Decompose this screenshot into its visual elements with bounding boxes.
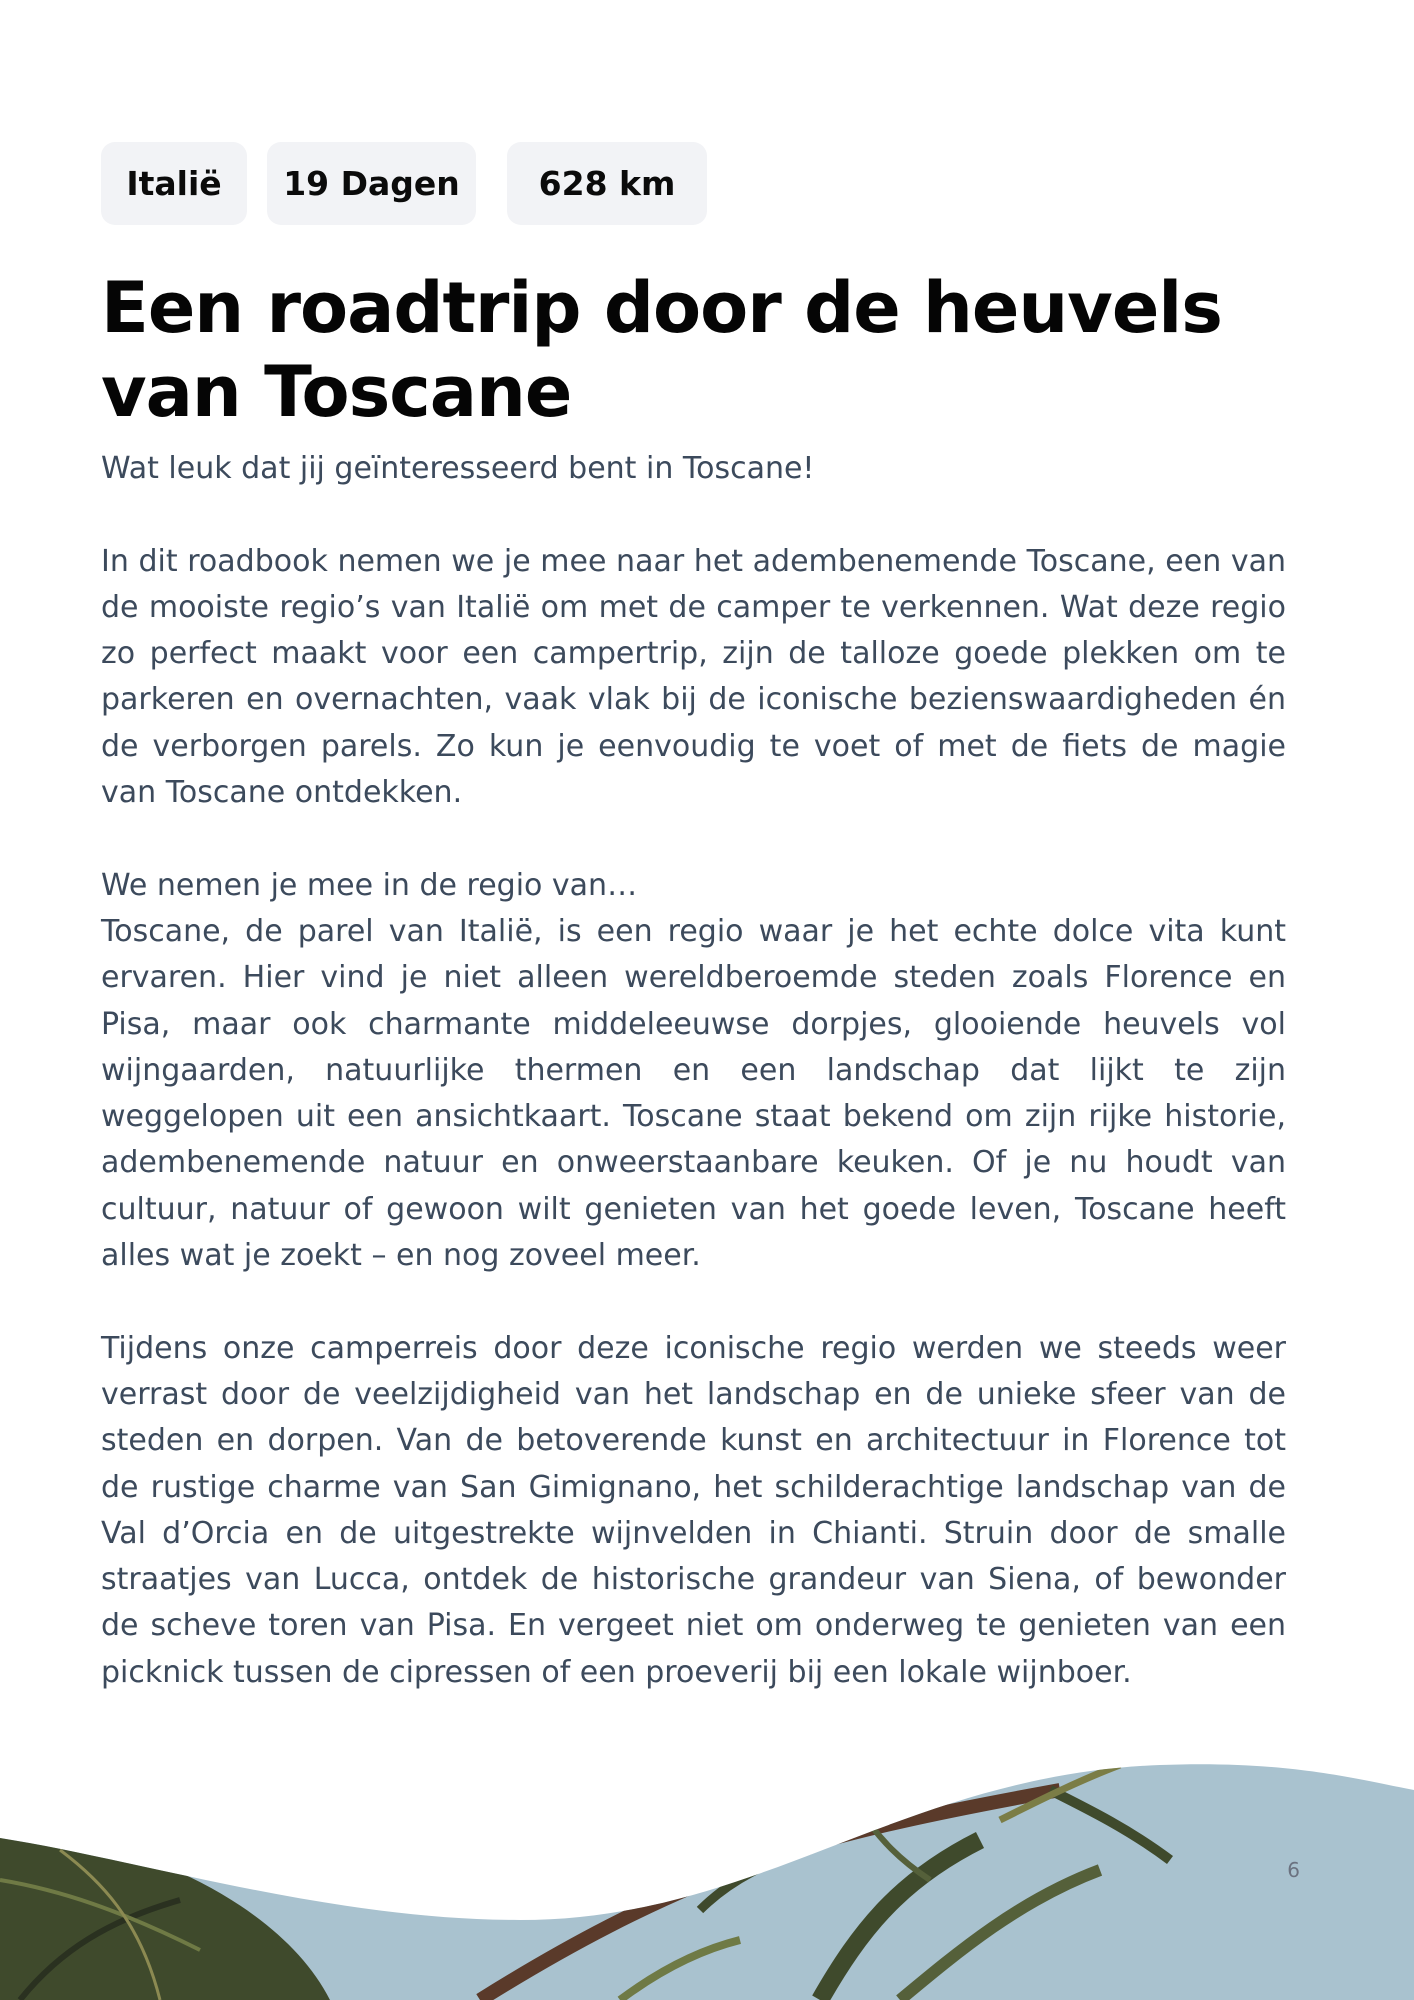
intro-line: Wat leuk dat jij geïnteresseerd bent in Toscane! [101, 451, 815, 486]
article-body [101, 446, 1286, 1742]
tag-duration: 19 Dagen [267, 142, 476, 225]
tag-country: Italië [101, 142, 247, 225]
tag-distance: 628 km [507, 142, 707, 225]
region-lead: We nemen je mee in de regio van… [101, 867, 638, 903]
paragraph-roadbook: In dit roadbook nemen we je mee naar het adembenemende Toscane, een van de mooiste regio’s van Italië om met de camper te verkennen. Wat deze regio zo perfect maakt voor een campertrip, zijn de talloze goede plekken om te parkeren en overnachten, vaak vlak bij de iconische bezienswaardigheden én de verborgen parels. Zo kun je eenvoudig te voet of met de fiets de magie van Toscane ontdekken. [101, 543, 1286, 811]
paragraph-tuscany: Toscane, de parel van Italië, is een regio waar je het echte dolce vita kunt ervaren. Hier vind je niet alleen wereldberoemde steden zoals Florence en Pisa, maar ook charmante middeleeuwse dorpjes, glooiende heuvels vol wijngaarden, natuurlijke thermen en een landschap dat lijkt te zijn weggelopen uit een ansichtkaart. Toscane staat bekend om zijn rijke historie, adembenemende natuur en onweerstaanbare keuken. Of je nu houdt van cultuur, natuur of gewoon wilt genieten van het goede leven, Toscane heeft alles wat je zoekt – en nog zoveel meer. [101, 913, 1286, 1274]
paragraph-trip: Tijdens onze camperreis door deze iconische regio werden we steeds weer verrast door de veelzijdigheid van het landschap en de unieke sfeer van de steden en dorpen. Van de betoverende kunst en architectuur in Florence tot de rustige charme van San Gimignano, het schilderachtige landschap van de Val d’Orcia en de uitgestrekte wijnvelden in Chianti. Struin door de smalle straatjes van Lucca, ontdek de historische grandeur van Siena, of bewonder de scheve toren van Pisa. En vergeet niet om onderweg te genieten van een picknick tussen de cipressen of een proeverij bij een lokale wijnboer. [101, 1330, 1286, 1690]
cypress-photo-footer [0, 1750, 1414, 2000]
page-title: Een roadtrip door de heuvels van Toscane [101, 267, 1222, 433]
page-number: 6 [1287, 1858, 1300, 1882]
